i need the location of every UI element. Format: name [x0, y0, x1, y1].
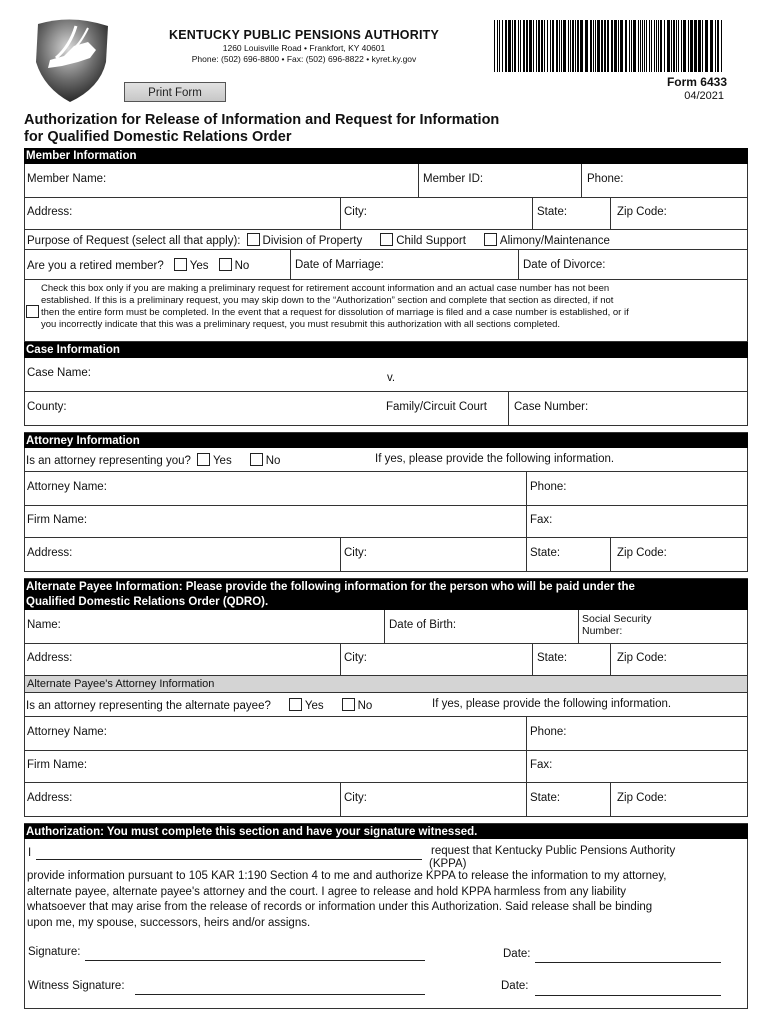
- payee-attorney-firm-label: Firm Name:: [27, 759, 88, 771]
- payee-ssn-label[interactable]: [582, 613, 651, 637]
- retired-question: Are you a retired member?: [27, 260, 164, 272]
- payee-name-field[interactable]: [25, 610, 385, 643]
- attorney-address-label: Address:: [27, 547, 73, 559]
- title-line-1: Authorization for Release of Information and Request for Information: [24, 112, 500, 128]
- print-form-button[interactable]: Print Form: [124, 82, 226, 102]
- payee-address-field[interactable]: [25, 644, 341, 675]
- payee-attorney-state-field[interactable]: [527, 783, 611, 816]
- attorney-question-line: [26, 453, 280, 467]
- member-address-field[interactable]: [25, 198, 341, 229]
- child-support-checkbox[interactable]: [380, 233, 393, 246]
- purpose-label: Purpose of Request (select all that apply):: [27, 235, 241, 247]
- preliminary-text-line-2: established. If this is a preliminary request, you may skip down to the “Authorization” section and complete that section as directed, if not: [41, 295, 614, 306]
- preliminary-row: [24, 280, 748, 342]
- alimony-label: Alimony/Maintenance: [499, 235, 610, 247]
- attorney-question: Is an attorney representing you?: [26, 455, 191, 467]
- payee-attorney-row-1: [24, 717, 748, 751]
- form-number: Form 6433: [666, 75, 727, 89]
- payee-attorney-row-3: [24, 783, 748, 817]
- payee-attorney-fax-label[interactable]: Fax:: [530, 759, 553, 771]
- preliminary-request-checkbox[interactable]: [26, 305, 39, 318]
- payee-heading-line-1: Alternate Payee Information: Please provide the following information for the person who will be paid under the: [26, 581, 635, 593]
- payee-attorney-address-label: Address:: [27, 792, 73, 804]
- attorney-fax-label[interactable]: Fax:: [530, 514, 553, 526]
- division-property-checkbox[interactable]: [247, 233, 260, 246]
- child-support-label: Child Support: [396, 235, 466, 247]
- attorney-zip-label[interactable]: Zip Code:: [617, 547, 667, 559]
- payee-info-heading: [24, 578, 748, 610]
- payee-row-2: [24, 644, 748, 676]
- signature-date-label: Date:: [503, 948, 531, 960]
- preliminary-text-line-3: then the entire form must be completed. In the event that a request for dissolution of marriage is filed and a case number is established, or if: [41, 307, 629, 318]
- marriage-date-label: Date of Marriage:: [295, 259, 384, 271]
- member-name-label: Member Name:: [27, 173, 107, 185]
- payee-dob-field[interactable]: [385, 610, 579, 643]
- payee-heading-line-2: Qualified Domestic Relations Order (QDRO).: [26, 596, 269, 608]
- case-row-1: [24, 358, 748, 392]
- payee-attorney-name-field[interactable]: [25, 717, 527, 750]
- payee-attorney-heading: Alternate Payee's Attorney Information: [24, 676, 748, 693]
- payee-attorney-name-label: Attorney Name:: [27, 726, 107, 738]
- payee-attorney-row-2: [24, 751, 748, 783]
- auth-kppa-text: (KPPA): [429, 858, 467, 870]
- attorney-info-heading: Attorney Information: [24, 432, 748, 448]
- kentucky-seal-logo: [30, 16, 114, 104]
- form-title: [24, 112, 624, 146]
- attorney-name-label: Attorney Name:: [27, 481, 107, 493]
- payee-attorney-no-label: No: [357, 700, 373, 712]
- member-id-field[interactable]: [419, 164, 582, 197]
- attorney-state-field[interactable]: [527, 538, 611, 571]
- payee-attorney-if-yes-note: If yes, please provide the following information.: [432, 698, 672, 710]
- retired-yes-checkbox[interactable]: [174, 258, 187, 271]
- org-contact: Phone: (502) 696-8800 • Fax: (502) 696-8822 • kyret.ky.gov: [191, 54, 417, 64]
- preliminary-text-line-4: you incorrectly indicate that this was a preliminary request, you must resubmit this authorization with all sections completed.: [41, 319, 561, 330]
- payee-attorney-firm-field[interactable]: [25, 751, 527, 782]
- payee-dob-label: Date of Birth:: [389, 619, 457, 631]
- attorney-no-label: No: [265, 455, 281, 467]
- court-label: Family/Circuit Court: [386, 401, 487, 413]
- auth-request-text: request that Kentucky Public Pensions Authority: [431, 845, 676, 857]
- auth-paragraph: [27, 869, 747, 931]
- payee-attorney-city-field[interactable]: [341, 783, 527, 816]
- retired-yes-label: Yes: [189, 260, 209, 272]
- attorney-question-row: [24, 448, 748, 472]
- county-label: County:: [27, 401, 67, 413]
- payee-attorney-address-field[interactable]: [25, 783, 341, 816]
- attorney-firm-label: Firm Name:: [27, 514, 88, 526]
- case-number-label[interactable]: Case Number:: [514, 401, 589, 413]
- witness-date-line[interactable]: [535, 995, 721, 996]
- divorce-date-label[interactable]: Date of Divorce:: [523, 259, 606, 271]
- authorization-box: [24, 839, 748, 1009]
- payee-attorney-question: Is an attorney representing the alternate payee?: [26, 700, 271, 712]
- payee-zip-label[interactable]: Zip Code:: [617, 652, 667, 664]
- county-field[interactable]: [25, 392, 509, 425]
- payee-state-field[interactable]: [533, 644, 611, 675]
- signature-date-line[interactable]: [535, 962, 721, 963]
- payee-row-1: [24, 610, 748, 644]
- retired-cell: [25, 250, 291, 279]
- payee-attorney-question-row: [24, 693, 748, 717]
- signature-label: Signature:: [28, 946, 81, 958]
- payee-name-label: Name:: [27, 619, 61, 631]
- payee-address-label: Address:: [27, 652, 73, 664]
- retired-no-checkbox[interactable]: [219, 258, 232, 271]
- auth-name-line[interactable]: [36, 859, 422, 860]
- case-row-2: [24, 392, 748, 426]
- payee-attorney-yes-checkbox[interactable]: [289, 698, 302, 711]
- member-city-label: City:: [344, 206, 367, 218]
- payee-attorney-no-checkbox[interactable]: [342, 698, 355, 711]
- witness-signature-line[interactable]: [135, 994, 425, 995]
- attorney-yes-label: Yes: [212, 455, 232, 467]
- payee-attorney-zip-label[interactable]: Zip Code:: [617, 792, 667, 804]
- marriage-date-field[interactable]: [291, 250, 519, 279]
- auth-paragraph-line-3: whatsoever that may arise from the release of records or information under this Authorization. Said release shall be binding: [27, 901, 653, 913]
- witness-signature-label: Witness Signature:: [28, 980, 125, 992]
- payee-attorney-city-label: City:: [344, 792, 367, 804]
- attorney-row-1: [24, 472, 748, 506]
- witness-date-label: Date:: [501, 980, 529, 992]
- member-phone-label: Phone:: [587, 173, 624, 185]
- payee-attorney-yes-label: Yes: [304, 700, 324, 712]
- member-address-label: Address:: [27, 206, 73, 218]
- attorney-phone-label[interactable]: Phone:: [530, 481, 567, 493]
- preliminary-text: [41, 283, 749, 331]
- attorney-if-yes-note: If yes, please provide the following information.: [375, 453, 615, 465]
- attorney-city-label: City:: [344, 547, 367, 559]
- attorney-firm-field[interactable]: [25, 506, 527, 537]
- payee-attorney-state-label: State:: [530, 792, 561, 804]
- payee-state-label: State:: [537, 652, 568, 664]
- payee-ssn-label-line-2: Number:: [582, 625, 623, 637]
- auth-paragraph-line-4: upon me, my spouse, successors, heirs and/or assigns.: [27, 916, 311, 929]
- case-name-label[interactable]: Case Name:: [27, 367, 91, 379]
- auth-paragraph-line-1: provide information pursuant to 105 KAR 1:190 Section 4 to me and authorize KPPA to release the information to my attorney,: [27, 870, 667, 882]
- authorization-heading: Authorization: You must complete this section and have your signature witnessed.: [24, 823, 748, 839]
- attorney-city-field[interactable]: [341, 538, 527, 571]
- purpose-row: [24, 230, 748, 250]
- barcode-image: [494, 20, 726, 72]
- payee-ssn-label-line-1: Social Security: [582, 613, 652, 625]
- member-row-2: [24, 198, 748, 230]
- auth-paragraph-line-2: alternate payee, alternate payee's attorney and the court. I agree to release and hold KPPA harmless from any liability: [27, 885, 627, 898]
- member-id-label: Member ID:: [423, 173, 484, 185]
- retired-line: [27, 258, 249, 272]
- member-row-1: [24, 164, 748, 198]
- attorney-no-checkbox[interactable]: [250, 453, 263, 466]
- attorney-yes-checkbox[interactable]: [197, 453, 210, 466]
- auth-i-label: I: [28, 847, 32, 859]
- member-state-label: State:: [537, 206, 568, 218]
- title-line-2: for Qualified Domestic Relations Order: [24, 129, 292, 145]
- case-versus-label: v.: [387, 372, 396, 384]
- payee-city-label: City:: [344, 652, 367, 664]
- attorney-row-3: [24, 538, 748, 572]
- attorney-state-label: State:: [530, 547, 561, 559]
- attorney-row-2: [24, 506, 748, 538]
- org-address: 1260 Louisville Road • Frankfort, KY 40601: [222, 43, 386, 53]
- attorney-address-field[interactable]: [25, 538, 341, 571]
- preliminary-text-line-1: Check this box only if you are making a preliminary request for retirement account information and an actual case number has not been: [41, 283, 610, 294]
- purpose-line: [27, 233, 610, 247]
- division-property-label: Division of Property: [262, 235, 363, 247]
- member-name-field[interactable]: [25, 164, 419, 197]
- payee-city-field[interactable]: [341, 644, 533, 675]
- retired-row: [24, 250, 748, 280]
- signature-line[interactable]: [85, 960, 425, 961]
- case-info-heading: Case Information: [24, 342, 748, 358]
- form-date: 04/2021: [684, 90, 724, 102]
- payee-attorney-question-line: [26, 698, 372, 712]
- member-info-heading: Member Information: [24, 148, 748, 164]
- payee-attorney-phone-label[interactable]: Phone:: [530, 726, 567, 738]
- org-name: KENTUCKY PUBLIC PENSIONS AUTHORITY: [168, 28, 439, 42]
- member-zip-label: Zip Code:: [617, 206, 667, 218]
- alimony-checkbox[interactable]: [484, 233, 497, 246]
- retired-no-label: No: [234, 260, 250, 272]
- attorney-name-field[interactable]: [25, 472, 527, 505]
- member-city-field[interactable]: [341, 198, 533, 229]
- member-state-field[interactable]: [533, 198, 611, 229]
